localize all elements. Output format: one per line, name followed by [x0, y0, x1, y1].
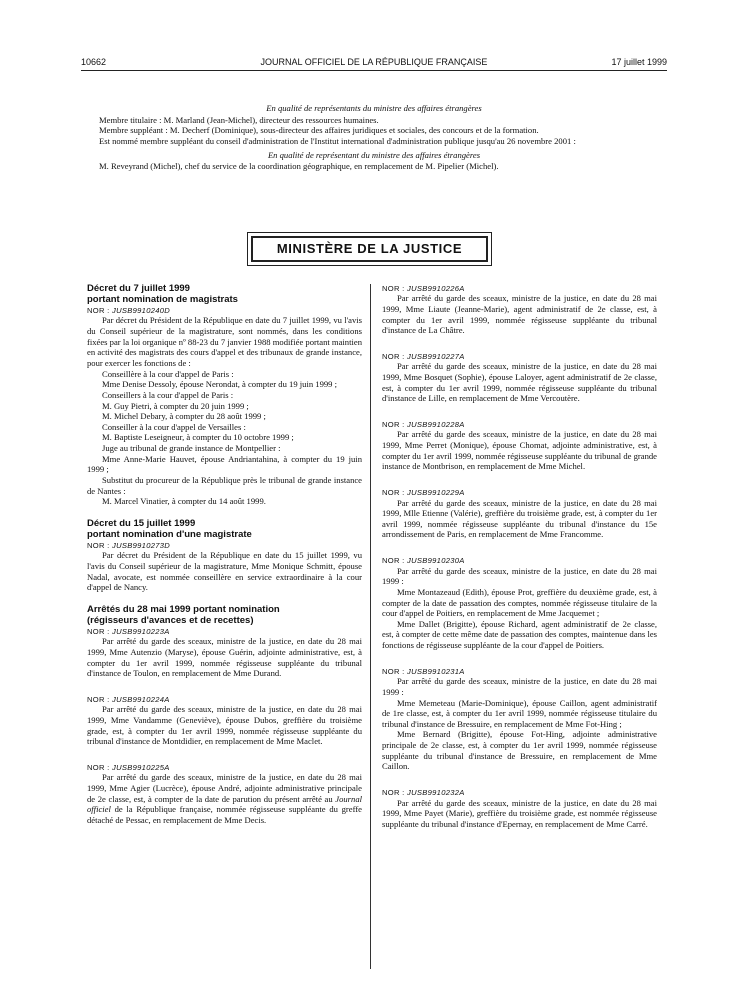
- nor-label: NOR :: [382, 352, 408, 362]
- nor-code: JUSB9910273D: [112, 540, 171, 550]
- paragraph: Conseiller à la cour d'appel de Versailles :: [102, 421, 246, 432]
- nor-label: NOR :: [382, 556, 408, 566]
- nor-reference: [382, 488, 657, 497]
- arretes-title: Arrêtés du 28 mai 1999 portant nomination: [87, 603, 280, 615]
- nor-reference: [87, 627, 362, 636]
- nor-reference: [382, 420, 657, 429]
- issue-date: 17 juillet 1999: [611, 57, 667, 67]
- nor-reference: [382, 284, 657, 293]
- nor-code: JUSB9910240D: [112, 305, 171, 315]
- paragraph: M. Michel Debary, à compter du 28 août 1999 ;: [102, 411, 266, 422]
- nor-label: NOR :: [87, 626, 113, 636]
- section-heading: En qualité de représentant du ministre des affaires étrangères: [267, 149, 481, 160]
- paragraph: Substitut du procureur de la République près le tribunal de grande instance de Nantes :: [87, 475, 362, 496]
- paragraph: Juge au tribunal de grande instance de Montpellier :: [102, 443, 281, 454]
- nor-reference: [87, 695, 362, 704]
- paragraph: Par arrêté du garde des sceaux, ministre de la justice, en date du 28 mai 1999, Mme Perret (Monique), épouse Chomat, adjointe administrative, est, à compter du 1er avril 1999, nommée régisseuse suppléante du tribunal de grande instance de Montbrison, en remplacement de Mme Michel.: [382, 429, 657, 472]
- spacer: [382, 404, 657, 420]
- nor-label: NOR :: [87, 694, 113, 704]
- paragraph: Mme Memeteau (Marie-Dominique), épouse Caillon, agent administratif de 1re classe, est, à compter du 1er avril 1999, nommée régisseuse titulaire du tribunal d'instance de Bressuire, en remplacement de Mme Fot-Hing ;: [382, 697, 657, 729]
- nor-label: NOR :: [87, 305, 113, 315]
- paragraph: Par décret du Président de la République en date du 7 juillet 1999, vu l'avis du Conseil supérieur de la magistrature, sont nommés, dans les conditions fixées par la loi organique nº 88-23 du 7 janvier 1988 modifiée portant maintien en activité des magistrats des cours d'appel et des tribunaux de grande instance, pour exercer les fonctions de :: [87, 315, 362, 368]
- paragraph: M. Baptiste Leseigneur, à compter du 10 octobre 1999 ;: [102, 432, 294, 443]
- nor-reference: [382, 667, 657, 676]
- paragraph: Mme Bernard (Brigitte), épouse Fot-Hing, adjointe administrative principale de 2e classe, est, à compter du 1er avril 1999, nommée régisseuse suppléante du tribunal d'instance de Bressuire, en remplacement de Mme Caillon.: [382, 729, 657, 772]
- paragraph: Par décret du Président de la République en date du 15 juillet 1999, vu l'avis du Conseil supérieur de la magistrature, Mme Monique Schmitt, épouse Nadal, avocate, est nommée conseillère en service extraordinaire à la cour d'appel de Nancy.: [87, 550, 362, 593]
- paragraph: M. Reveyrand (Michel), chef du service de la coordination géographique, en remplacement de M. Pipelier (Michel).: [99, 161, 499, 172]
- paragraph: Par arrêté du garde des sceaux, ministre de la justice, en date du 28 mai 1999 :: [382, 676, 657, 697]
- ministry-title: MINISTÈRE DE LA JUSTICE: [251, 236, 488, 262]
- decree-subtitle: portant nomination d'une magistrate: [87, 528, 252, 540]
- nor-label: NOR :: [382, 284, 408, 293]
- nor-code: JUSB9910228A: [407, 420, 465, 430]
- nor-label: NOR :: [382, 420, 408, 430]
- paragraph: Membre suppléant : M. Decherf (Dominique), sous-directeur des affaires juridiques et sociales, des concours et de la formation.: [99, 125, 539, 136]
- nor-reference: [382, 788, 657, 797]
- column-divider: [370, 284, 371, 969]
- nor-label: NOR :: [382, 488, 408, 498]
- nor-code: JUSB9910229A: [407, 488, 465, 498]
- paragraph: Mme Denise Dessoly, épouse Nerondat, à compter du 19 juin 1999 ;: [102, 379, 338, 390]
- paragraph: Est nommé membre suppléant du conseil d'administration de l'Institut international d'administration publique jusqu'au 26 novembre 2001 :: [99, 135, 576, 146]
- page-number: 10662: [81, 57, 107, 67]
- decree-title: Décret du 15 juillet 1999: [87, 518, 196, 530]
- spacer: [382, 472, 657, 488]
- nor-code: JUSB9910230A: [407, 556, 465, 566]
- paragraph: Mme Montazeaud (Edith), épouse Prot, greffière du deuxième grade, est, à compter de la date de passation des comptes, nommée régisseuse titulaire de la cour d'appel de Poitiers, en remplacement de Mme Jacquemet ;: [382, 586, 657, 619]
- nor-reference: [382, 352, 657, 361]
- nor-reference: [382, 556, 657, 565]
- nor-label: NOR :: [87, 540, 113, 550]
- paragraph: Membre titulaire : M. Marland (Jean-Michel), directeur des ressources humaines.: [99, 114, 379, 125]
- right-column: [382, 284, 657, 829]
- page-header: [81, 57, 667, 69]
- paragraph: Conseillers à la cour d'appel de Paris :: [102, 389, 234, 400]
- paragraph: Conseillère à la cour d'appel de Paris :: [102, 368, 234, 379]
- nor-reference: [87, 763, 362, 772]
- paragraph: Par arrêté du garde des sceaux, ministre de la justice, en date du 28 mai 1999, Mme Payet (Marie), greffière du troisième grade, est nommée régisseuse suppléante du tribunal d'instance d'Epernay, en remplacement de Mme Carré.: [382, 797, 657, 829]
- spacer: [382, 336, 657, 352]
- left-column: [87, 284, 362, 826]
- paragraph: Par arrêté du garde des sceaux, ministre de la justice, en date du 28 mai 1999, Mme Autenzio (Maryse), épouse Guérin, adjointe administrative, est, à compter du 1er avril 1999, nommée régisseuse suppléante du tribunal d'instance de Toulon, en remplacement de Mme Durand.: [87, 636, 362, 679]
- paragraph: Mme Dallet (Brigitte), épouse Richard, agent administratif de 2e classe, est, à compter de cette même date de passation des comptes, maintenue dans les fonctions de régisseuse suppléante de la cour d'appel de Poitiers.: [382, 618, 657, 651]
- decree-subtitle: portant nomination de magistrats: [87, 293, 238, 305]
- journal-name: Journal officiel: [87, 793, 362, 815]
- text-run: de la République française, nommée régisseuse suppléante du greffe détaché de Pessac, en remplacement de Mme Decis.: [87, 804, 362, 825]
- nor-code: JUSB9910226A: [407, 284, 465, 293]
- paragraph: M. Marcel Vinatier, à compter du 14 août 1999.: [102, 496, 266, 507]
- spacer: [87, 679, 362, 695]
- text-run: Par arrêté du garde des sceaux, ministre de la justice, en date du 28 mai 1999, Mme Agier (Lucrèce), épouse André, adjointe administrative principale de 2e classe, est, à compter de la date de parution du présent arrêté au: [87, 772, 362, 804]
- nor-code: JUSB9910232A: [407, 788, 465, 798]
- paragraph: Par arrêté du garde des sceaux, ministre de la justice, en date du 28 mai 1999, Mme Bosquet (Sophie), épouse Laloyer, agent administratif de 2e classe, est, à compter du 1er avril 1999, nommée régisseuse suppléante du tribunal d'instance de Lille, en remplacement de Mme Vercoutère.: [382, 361, 657, 404]
- spacer: [382, 540, 657, 556]
- nor-label: NOR :: [87, 762, 113, 772]
- spacer: [382, 651, 657, 667]
- header-rule: [81, 70, 667, 71]
- nor-reference: [87, 306, 362, 315]
- nor-code: JUSB9910231A: [407, 666, 465, 676]
- paragraph: Par arrêté du garde des sceaux, ministre de la justice, en date du 28 mai 1999 :: [382, 565, 657, 587]
- nor-label: NOR :: [382, 666, 408, 676]
- nor-code: JUSB9910225A: [112, 762, 170, 772]
- spacer: [87, 747, 362, 763]
- arretes-subtitle: (régisseurs d'avances et de recettes): [87, 614, 254, 626]
- nor-code: JUSB9910223A: [112, 626, 170, 636]
- section-heading: En qualité de représentants du ministre des affaires étrangères: [266, 103, 482, 113]
- spacer: [382, 772, 657, 788]
- ministry-banner: [247, 232, 492, 266]
- paragraph: Par arrêté du garde des sceaux, ministre de la justice, en date du 28 mai 1999, Mlle Etienne (Valérie), greffière du troisième grade, est, à compter du 1er avril 1999, nommée régisseuse suppléante du tribunal d'instance du 15e arrondissement de Paris, en remplacement de Mme Francomme.: [382, 497, 657, 540]
- decree-title: Décret du 7 juillet 1999: [87, 283, 190, 294]
- paragraph: M. Guy Pietri, à compter du 20 juin 1999 ;: [102, 400, 249, 411]
- nor-label: NOR :: [382, 788, 408, 798]
- nor-code: JUSB9910227A: [407, 352, 465, 362]
- nor-code: JUSB9910224A: [112, 694, 170, 704]
- paragraph: Par arrêté du garde des sceaux, ministre de la justice, en date du 28 mai 1999, Mme Liaute (Jeanne-Marie), agent administratif de 2e classe, est, à compter du 1er avril 1999, nommée régisseuse suppléante du tribunal d'instance de La Châtre.: [382, 293, 657, 336]
- paragraph: Mme Anne-Marie Hauvet, épouse Andriantahina, à compter du 19 juin 1999 ;: [87, 453, 362, 475]
- nor-reference: [87, 541, 362, 550]
- top-section: [81, 103, 667, 172]
- paragraph: [87, 772, 362, 825]
- journal-title: JOURNAL OFFICIEL DE LA RÉPUBLIQUE FRANÇAISE: [260, 57, 488, 67]
- paragraph: Par arrêté du garde des sceaux, ministre de la justice, en date du 28 mai 1999, Mme Vandamme (Geneviève), épouse Dubos, greffière du troisième grade, est, à compter du 1er avril 1999, nommée régisseuse suppléante du tribunal d'instance de Montdidier, en remplacement de Mme Maclet.: [87, 704, 362, 747]
